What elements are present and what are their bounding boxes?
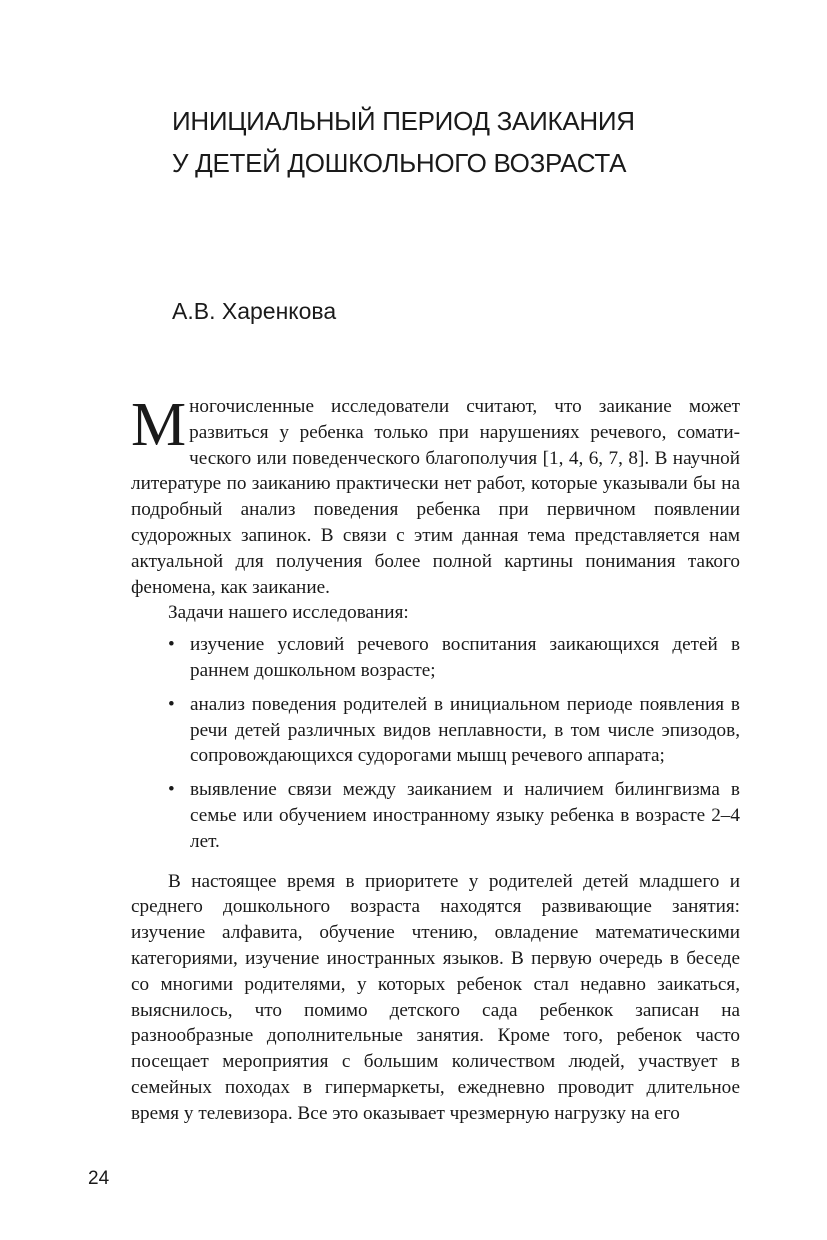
drop-cap: М bbox=[131, 391, 187, 459]
task-text: изучение условий речевого воспитания заикающихся детей в раннем дошкольном возрасте; bbox=[190, 634, 740, 681]
title-line-2: У ДЕТЕЙ ДОШКОЛЬНОГО ВОЗРАСТА bbox=[172, 148, 627, 178]
intro-paragraph bbox=[131, 391, 740, 600]
title-line-1: ИНИЦИАЛЬНЫЙ ПЕРИОД ЗАИКАНИЯ bbox=[172, 106, 635, 136]
task-text: анализ поведения родителей в инициальном периоде появления в речи детей различных видов неплавности, в том числе эпизодов, сопровождающихся судорогами мышц речевого аппарата; bbox=[190, 693, 740, 767]
bullet-icon: • bbox=[168, 634, 175, 656]
bullet-icon: • bbox=[168, 779, 175, 801]
tasks-intro: Задачи нашего исследования: bbox=[168, 602, 409, 624]
tasks-list bbox=[131, 632, 740, 854]
article-body bbox=[131, 391, 740, 1127]
author-name: А.В. Харенкова bbox=[172, 298, 337, 324]
article-title bbox=[172, 100, 732, 184]
page-number: 24 bbox=[88, 1168, 110, 1189]
list-item bbox=[131, 692, 740, 769]
list-item bbox=[131, 632, 740, 684]
list-item bbox=[131, 777, 740, 854]
bullet-icon: • bbox=[168, 693, 175, 715]
task-text: выявление связи между заиканием и наличием билингвизма в семье или обучением иностранному языку ребенка в возрасте 2–4 лет. bbox=[190, 779, 740, 852]
intro-text: ногочисленные исследователи считают, что заикание может развиться у ребенка только при нарушениях речевого, соматического или поведенческого благополучия [1, 4, 6, 7, 8]. В научной литературе по заиканию практически нет работ, которые указывали бы на подробный анализ поведения ребенка при первичном появлении судорожных запинок. В связи с этим данная тема представляется нам актуальной для получения более полной картины понимания такого феномена, как заикание. bbox=[131, 396, 740, 598]
body-paragraph: В настоящее время в приоритете у родителей детей младшего и среднего дошкольного возраста находятся развивающие занятия: изучение алфавита, обучение чтению, овладение математическими категориями, изучение иностранных языков. В первую очередь в беседе со многими родителями, у которых ребенок стал недавно заикаться, выяснилось, что помимо детского сада ребенкок записан на разнообразные дополнительные занятия. Кроме того, ребенок часто посещает мероприятия с большим количеством людей, участвует в семейных походах в гипермаркеты, ежедневно проводит длительное время у телевизора. Все это оказывает чрезмерную нагрузку на его bbox=[131, 870, 740, 1124]
